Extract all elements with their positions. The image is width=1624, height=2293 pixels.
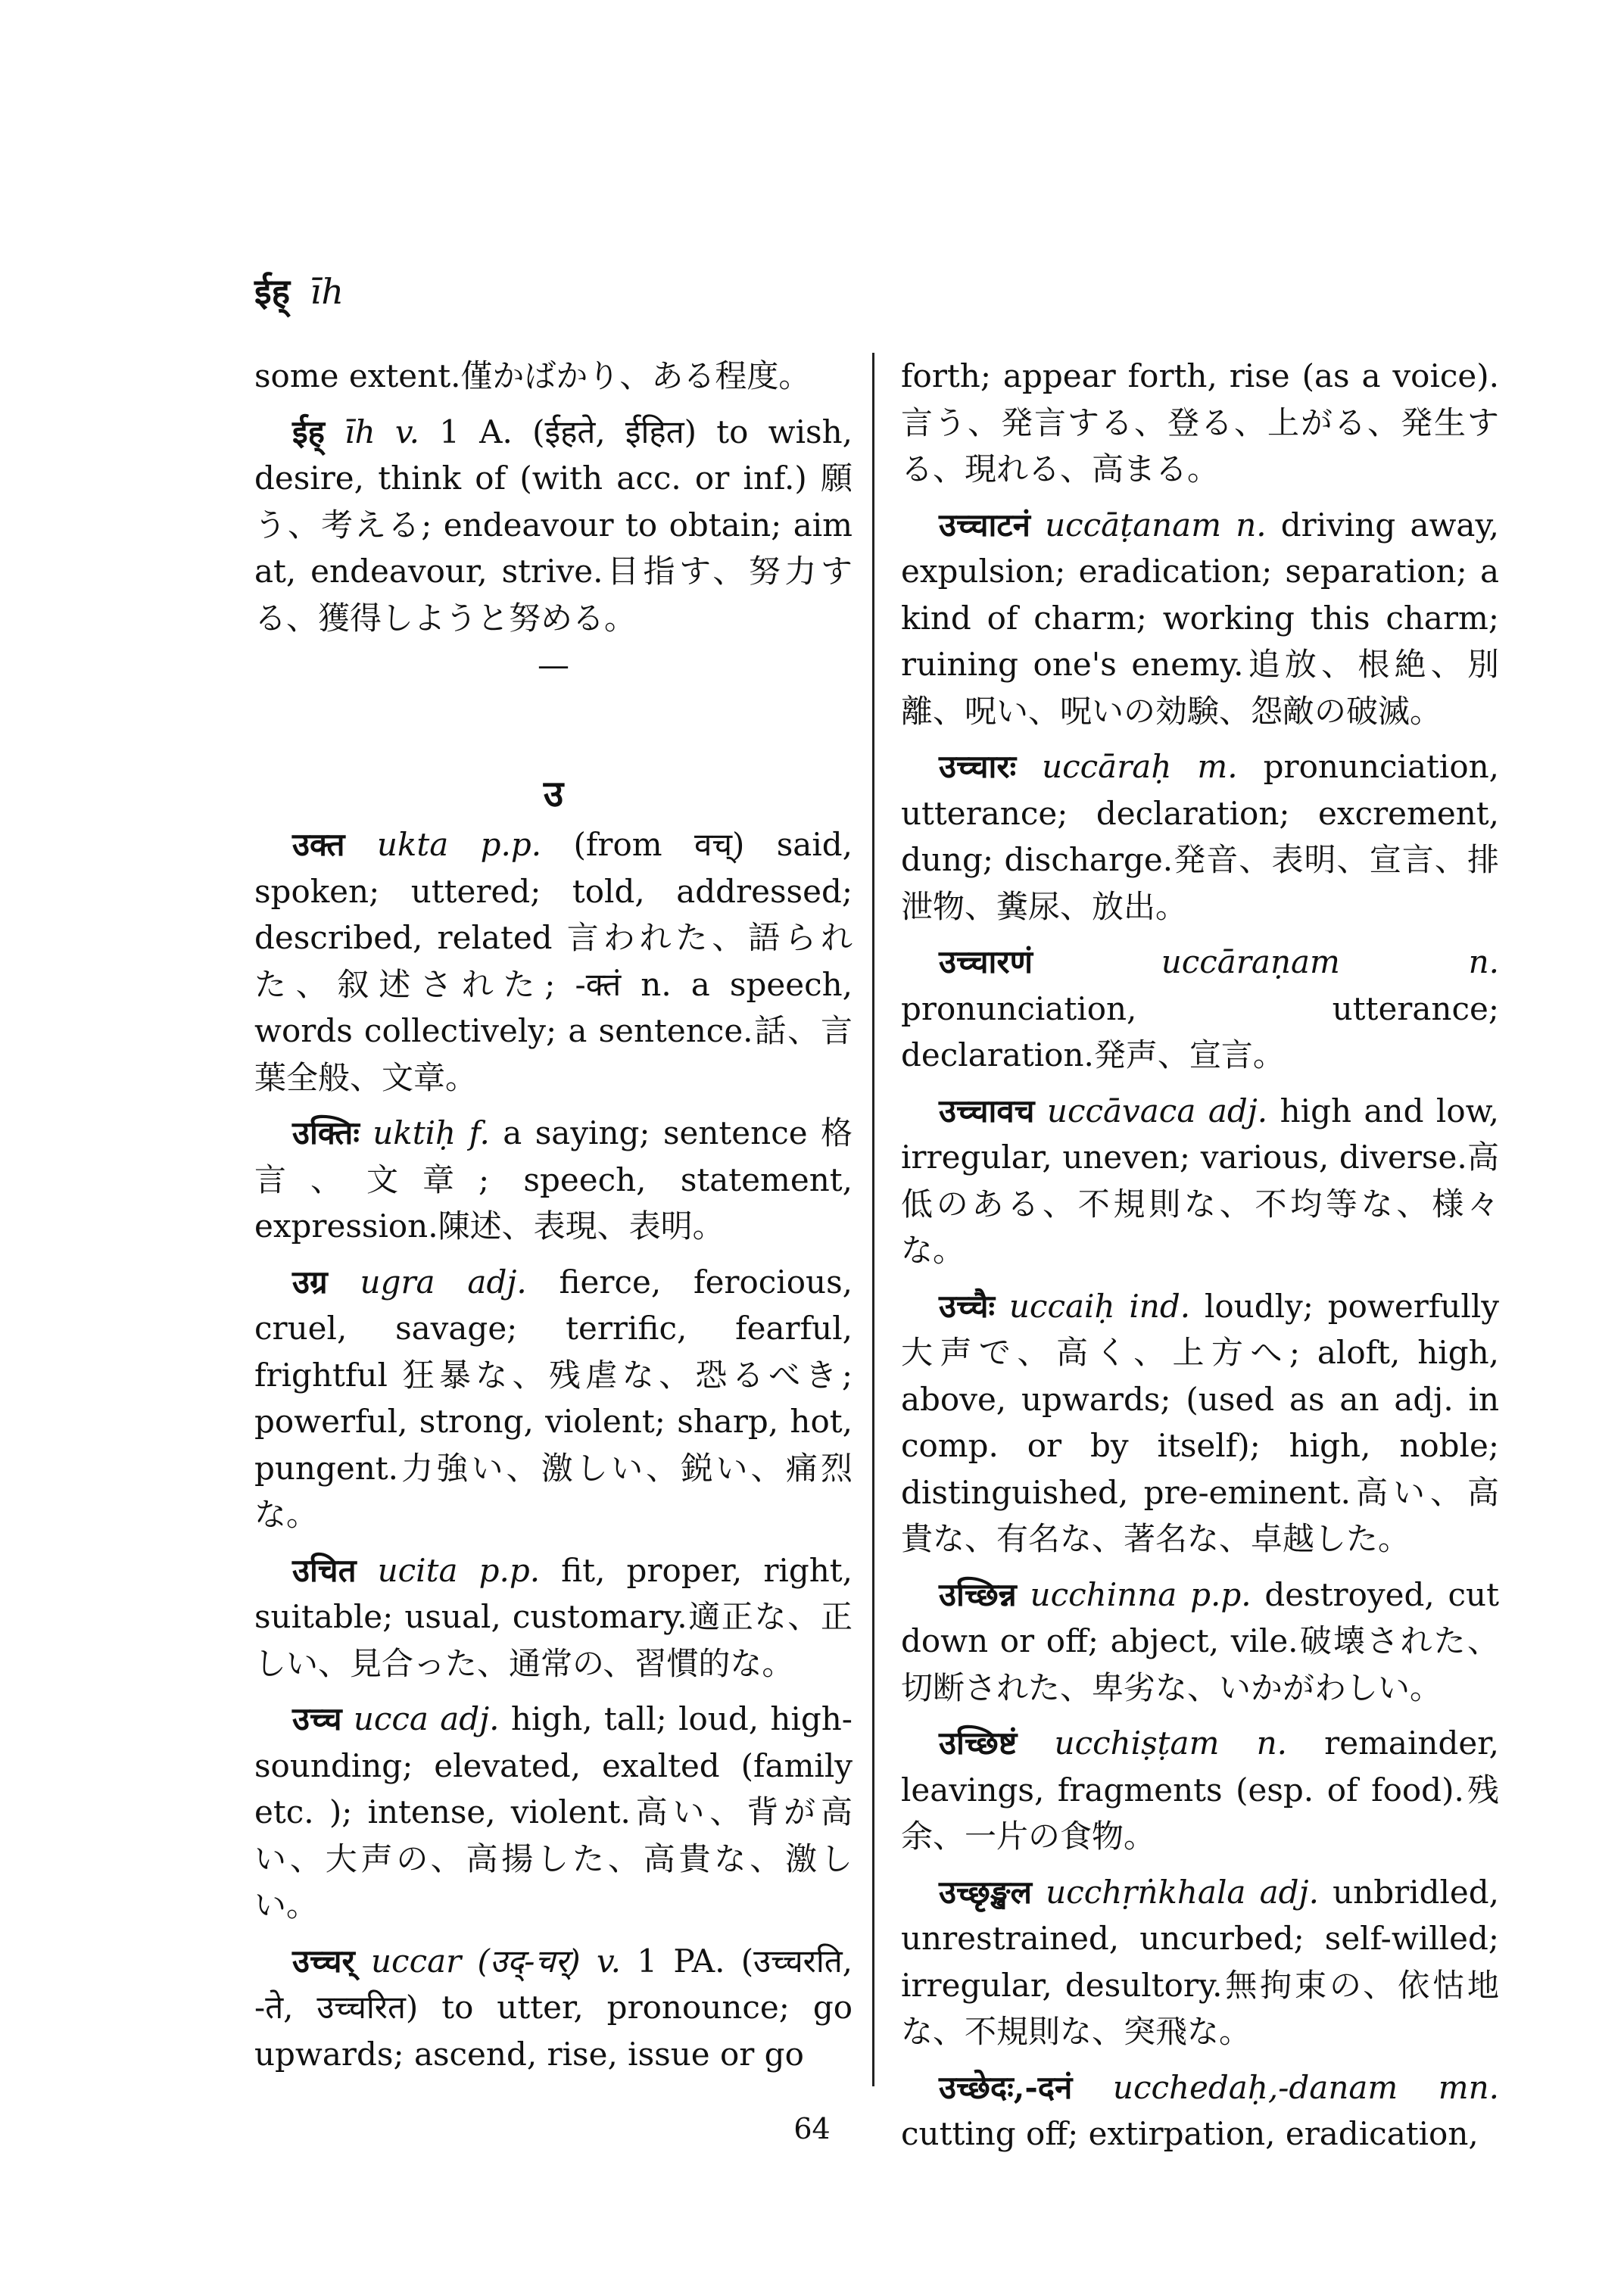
definition-text: a saying; sentence 格言、文章; speech, statement, expression.陳述、表現、表明。 (254, 1114, 853, 1245)
headword-devanagari: उच्चावच (939, 1092, 1035, 1129)
left-entries-top (254, 353, 853, 641)
definition-text: remainder, leavings, fragments (esp. of food).残余、一片の食物。 (901, 1724, 1500, 1855)
headword-devanagari: उच्छिन्न (939, 1575, 1017, 1613)
definition-text: pronunciation, utterance; declaration.発声、宣言。 (901, 989, 1499, 1073)
left-column (254, 353, 853, 2086)
headword-devanagari: उच्चर् (292, 1942, 355, 1980)
dictionary-entry (254, 1110, 853, 1250)
definition-text: 1 PA. (उच्चरति, -ते, उच्चरित) to utter, pronounce; go upwards; ascend, rise, issue or go (254, 1942, 853, 2073)
left-entries-bottom (254, 821, 853, 2077)
definition-text: fit, proper, right, suitable; usual, customary.適正な、正しい、見合った、通常の、習慣的な。 (254, 1551, 853, 1682)
part-of-speech: ind. (1129, 1287, 1191, 1325)
dictionary-entry (254, 353, 853, 400)
headword-devanagari: उच्छिष्टं (939, 1724, 1018, 1762)
part-of-speech: v. (394, 413, 419, 450)
dictionary-entry (901, 1720, 1499, 1860)
headword-devanagari: उच्छृङ्खल (939, 1873, 1032, 1911)
definition-text: high and low, irregular, uneven; various, diverse.高低のある、不規則な、不均等な、様々な。 (901, 1092, 1499, 1269)
right-column (901, 353, 1499, 2167)
dictionary-entry (901, 1572, 1499, 1712)
dictionary-entry (901, 1869, 1499, 2055)
headword-devanagari: उक्तिः (292, 1114, 360, 1151)
headword-romanized: ucchinna (1030, 1575, 1177, 1613)
headword-romanized: ucchedaḥ,-danam (1112, 2068, 1398, 2106)
headword-romanized: uccar (371, 1942, 462, 1980)
headword-devanagari: उच्चैः (939, 1287, 996, 1325)
right-entries (901, 353, 1499, 2157)
headword-romanized: uccaiḥ (1008, 1287, 1115, 1325)
definition-text: driving away, expulsion; eradication; separation; a kind of charm; working this charm; ruining one's enemy.追放、根絶、別離、呪い、呪いの効験、怨敵の破滅。 (901, 506, 1499, 730)
dictionary-entry (254, 409, 853, 642)
headword-romanized: īh (344, 413, 376, 450)
part-of-speech: p.p. (1190, 1575, 1252, 1613)
headword-devanagari: उच्च (292, 1700, 342, 1737)
headword-devanagari: उचित (292, 1551, 357, 1589)
part-of-speech: f. (469, 1114, 490, 1151)
definition-text: destroyed, cut down or off; abject, vile.破壊された、切断された、卑劣な、いかがわしい。 (901, 1575, 1499, 1706)
part-of-speech: n. (1468, 943, 1499, 980)
part-of-speech: adj. (1259, 1873, 1319, 1911)
definition-text: (from वच्) said, spoken; uttered; told, addressed; described, related 言われた、語られた、叙述された; -क्तं n. a speech, words collectively; a sentence.話、言葉全般、文章。 (254, 826, 853, 1096)
running-head (254, 271, 344, 312)
definition-text: 1 A. (ईहते, ईहित) to wish, desire, think of (with acc. or inf.) 願う、考える; endeavour to obtain; aim at, endeavour, strive.目指す、努力する、獲得しようと努める。 (254, 413, 853, 637)
dictionary-entry (254, 1938, 853, 2078)
headword-romanized: ukta (376, 826, 449, 863)
headword-romanized: uktiḥ (372, 1114, 457, 1151)
part-of-speech: adj. (440, 1700, 500, 1737)
definition-text: forth; appear forth, rise (as a voice).言う、発言する、登る、上がる、発生する、現れる、高まる。 (901, 357, 1499, 488)
dictionary-entry (254, 821, 853, 1101)
headword-devanagari: ईह् (292, 413, 325, 450)
headword-romanized: ucchṛṅkhala (1046, 1873, 1246, 1911)
headword-romanized: uccāṭanam (1045, 506, 1222, 544)
headword-romanized: ucita (377, 1551, 458, 1589)
headword-romanized: uccāvaca (1046, 1092, 1196, 1129)
part-of-speech: n. (1236, 506, 1267, 544)
part-of-speech: p.p. (480, 826, 542, 863)
definition-text: pronunciation, utterance; declaration; excrement, dung; discharge.発音、表明、宣言、排泄物、糞尿、放出。 (901, 748, 1499, 925)
headword-devanagari: उच्चाटनं (939, 506, 1030, 544)
headword-devanagari: उच्चारः (939, 748, 1017, 785)
definition-text: fierce, ferocious, cruel, savage; terrific, fearful, frightful 狂暴な、残虐な、恐るべき; powerful, strong, violent; sharp, hot, pungent.力強い、激しい、鋭い、痛烈な。 (254, 1263, 853, 1533)
dictionary-entry (254, 1547, 853, 1687)
definition-text: some extent.僅かばかり、ある程度。 (254, 357, 811, 394)
definition-text: unbridled, unrestrained, uncurbed; self-willed; irregular, desultory.無拘束の、依怙地な、不規則な、突飛な。 (901, 1873, 1500, 2050)
running-head-romanized: īh (310, 271, 344, 312)
headword-romanized: ucchiṣṭam (1054, 1724, 1220, 1762)
part-of-speech: adj. (1208, 1092, 1268, 1129)
part-of-speech: mn. (1438, 2068, 1499, 2106)
dictionary-entry (901, 502, 1499, 735)
headword-devanagari: उग्र (292, 1263, 328, 1301)
running-head-devanagari: ईह् (254, 271, 291, 312)
headword-romanized: ugra (360, 1263, 435, 1301)
headword-devanagari: उच्चारणं (939, 943, 1033, 980)
page-number: 64 (793, 2112, 831, 2145)
definition-text: cutting off; extirpation, eradication, (901, 2115, 1479, 2152)
section-separator: — (538, 646, 569, 684)
definition-text: high, tall; loud, high-sounding; elevated, exalted (family etc. ); intense, violent.高い、背が高い、大声の、高揚した、高貴な、激しい。 (254, 1700, 853, 1924)
part-of-speech: adj. (467, 1263, 527, 1301)
dictionary-entry (901, 1283, 1499, 1562)
part-of-speech: n. (1256, 1724, 1287, 1762)
dictionary-entry (901, 939, 1499, 1079)
headword-devanagari: उच्छेदः,-दनं (939, 2068, 1073, 2106)
part-of-speech: m. (1197, 748, 1238, 785)
headword-devanagari: उक्त (292, 826, 345, 863)
dictionary-entry (254, 1696, 853, 1929)
section-letter: उ (543, 773, 564, 815)
dictionary-entry (901, 1088, 1499, 1274)
dictionary-entry (254, 1259, 853, 1538)
definition-text: loudly; powerfully 大声で、高く、上方へ; aloft, high, above, upwards; (used as an adj. in comp. or by itself); high, noble; distinguished, pre-eminent.高い、高貴な、有名な、著名な、卓越した。 (901, 1287, 1499, 1557)
dictionary-entry (901, 743, 1499, 930)
column-divider (872, 353, 874, 2086)
headword-romanized: uccāraṇam (1161, 943, 1340, 980)
part-of-speech: (उद्-चर्) v. (477, 1942, 622, 1980)
headword-romanized: ucca (353, 1700, 429, 1737)
part-of-speech: p.p. (478, 1551, 541, 1589)
dictionary-entry (901, 353, 1499, 493)
headword-romanized: uccāraḥ (1042, 748, 1172, 785)
